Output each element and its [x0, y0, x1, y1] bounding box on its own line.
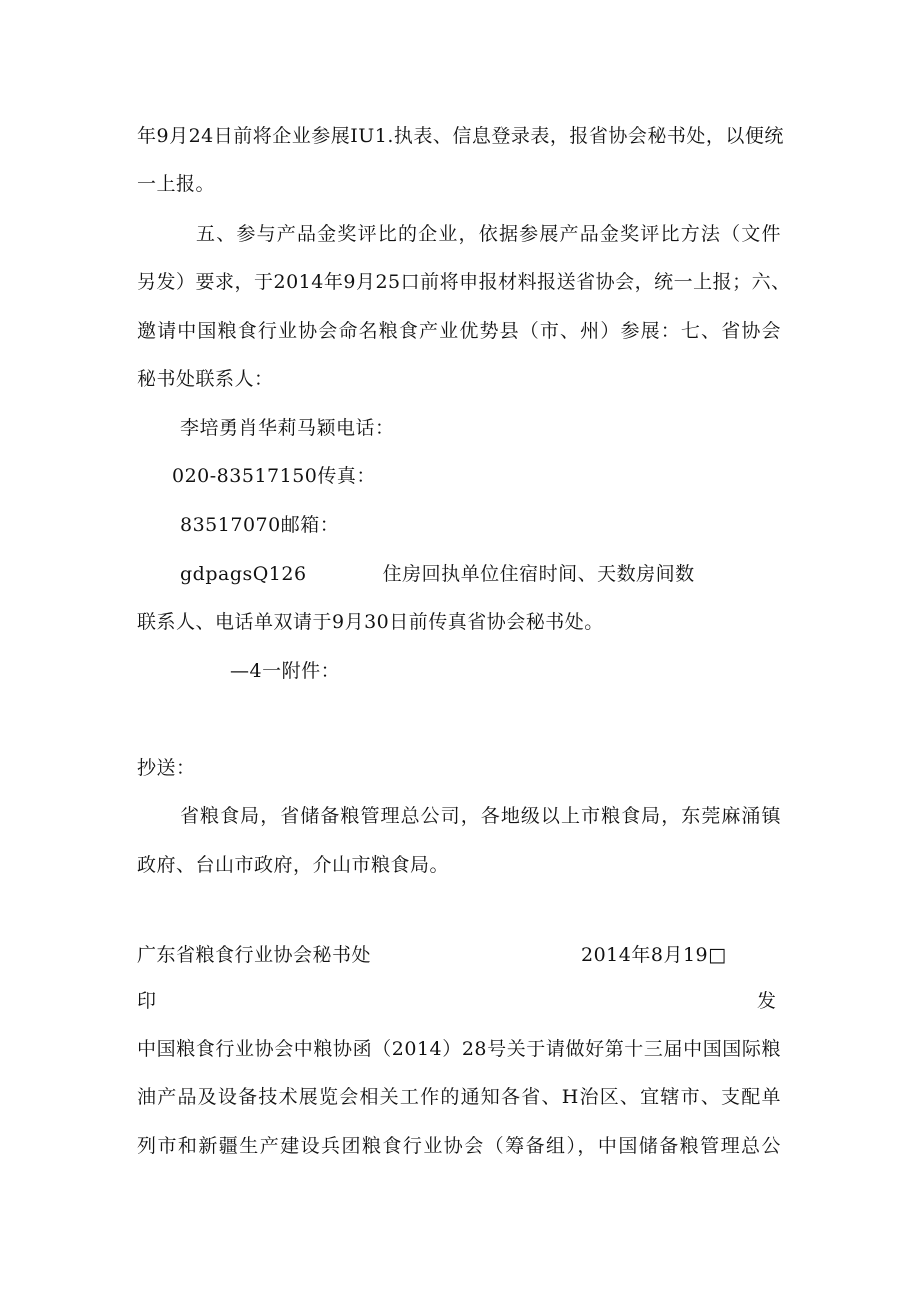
cc-recipients-line: 政府、台山市政府，介山市粮食局。: [137, 854, 450, 876]
paragraph-line: 列市和新疆生产建设兵团粮食行业协会（筹备组），中国储备粮管理总公: [137, 1135, 781, 1157]
page-number-attachment: —4一附件：: [230, 660, 341, 682]
paragraph-line: 邀请中国粮食行业协会命名粮食产业优势县（市、州）参展：七、省协会: [137, 320, 781, 342]
contact-phone: 020-83517150传真：: [172, 465, 376, 487]
contact-fax: 83517070邮箱：: [180, 514, 340, 536]
paragraph-line: 五、参与产品金奖评比的企业，依据参展产品金奖评比方法（文件: [196, 223, 781, 245]
paragraph-line: 另发）要求，于2014年9月25口前将申报材料报送省协会，统一上报；六、: [137, 271, 791, 293]
contact-email: gdpagsQ126: [180, 563, 307, 585]
cc-recipients-line: 省粮食局，省储备粮管理总公司，各地级以上市粮食局，东莞麻涌镇: [180, 805, 781, 827]
print-label-left: 印: [137, 990, 157, 1012]
paragraph-line: 年9月24日前将企业参展IU1.执表、信息登录表，报省协会秘书处，以便统: [137, 125, 784, 147]
issue-date: 2014年8月19□: [581, 944, 727, 966]
paragraph-line: 一上报。: [137, 173, 216, 195]
cc-label: 抄送：: [137, 757, 196, 779]
paragraph-line: 中国粮食行业协会中粮协函（2014）28号关于请做好第十三届中国国际粮: [137, 1038, 781, 1060]
issuer-name: 广东省粮食行业协会秘书处: [137, 944, 372, 966]
housing-receipt-header: 住房回执单位住宿时间、天数房间数: [382, 563, 695, 585]
paragraph-line: 联系人、电话单双请于9月30日前传真省协会秘书处。: [137, 611, 604, 633]
print-label-right: 发: [757, 990, 777, 1012]
contact-email-row: [180, 562, 695, 586]
contact-names: 李培勇肖华莉马颖电话：: [180, 417, 395, 439]
paragraph-line: 油产品及设备技术展览会相关工作的通知各省、H治区、宜辖市、支配单: [137, 1086, 781, 1108]
paragraph-line: 秘书处联系人：: [137, 368, 274, 390]
